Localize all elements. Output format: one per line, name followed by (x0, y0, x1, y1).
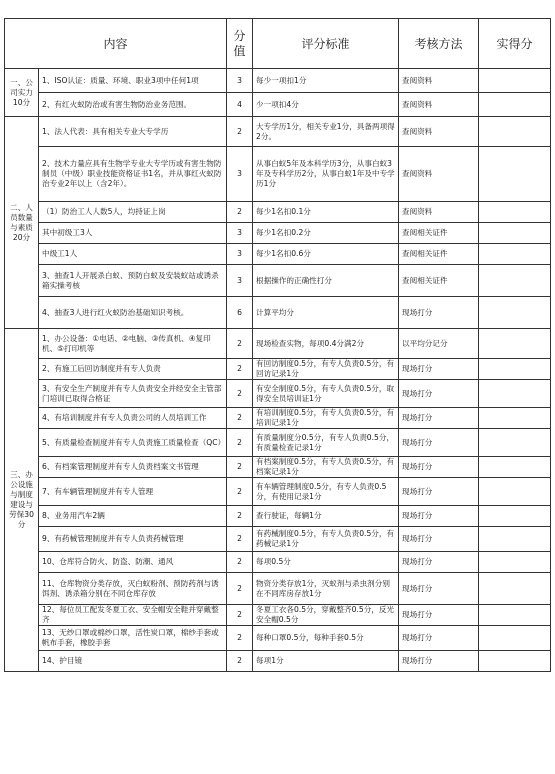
table-row (5, 573, 551, 605)
method-cell: 查阅相关证件 (399, 265, 479, 297)
content-cell: 中级工1人 (39, 244, 227, 265)
points-cell: 4 (227, 93, 253, 117)
actual-score-cell[interactable] (479, 359, 551, 380)
content-cell: 其中初级工3人 (39, 223, 227, 244)
table-row (5, 117, 551, 147)
actual-score-cell[interactable] (479, 552, 551, 573)
header-content: 内容 (5, 19, 227, 69)
table-row (5, 626, 551, 651)
header-criteria: 评分标准 (253, 19, 399, 69)
table-row (5, 651, 551, 672)
header-row (5, 19, 551, 69)
points-cell: 2 (227, 408, 253, 429)
criteria-cell: 有培训制度0.5分，有专人负责0.5分，有培训记录1分 (253, 408, 399, 429)
table-row (5, 605, 551, 626)
method-cell: 现场打分 (399, 457, 479, 478)
table-row (5, 380, 551, 408)
criteria-cell: 现场检查实物，每项0.4分满2分 (253, 329, 399, 359)
actual-score-cell[interactable] (479, 429, 551, 457)
category-cell: 三、办公设施与制度建设与劳保30分 (5, 329, 39, 672)
points-cell: 3 (227, 147, 253, 202)
scoring-table (4, 18, 551, 672)
actual-score-cell[interactable] (479, 297, 551, 329)
method-cell: 现场打分 (399, 651, 479, 672)
method-cell: 现场打分 (399, 506, 479, 527)
header-actual: 实得分 (479, 19, 551, 69)
table-row (5, 265, 551, 297)
method-cell: 现场打分 (399, 429, 479, 457)
method-cell: 查阅相关证件 (399, 244, 479, 265)
table-row (5, 329, 551, 359)
actual-score-cell[interactable] (479, 527, 551, 552)
points-cell: 2 (227, 605, 253, 626)
criteria-cell: 每项1分 (253, 651, 399, 672)
points-cell: 2 (227, 329, 253, 359)
criteria-cell: 大专学历1分，相关专业1分，具备两项得2分。 (253, 117, 399, 147)
content-cell: 8、业务用汽车2辆 (39, 506, 227, 527)
actual-score-cell[interactable] (479, 69, 551, 93)
points-cell: 2 (227, 359, 253, 380)
method-cell: 现场打分 (399, 552, 479, 573)
points-cell: 2 (227, 117, 253, 147)
criteria-cell: 从事白蚁5年及本科学历3分，从事白蚁3年及专科学历2分，从事白蚁1年及中专学历1分 (253, 147, 399, 202)
content-cell: 5、有质量检查制度并有专人负责施工质量检查（QC） (39, 429, 227, 457)
actual-score-cell[interactable] (479, 408, 551, 429)
content-cell: 13、无纱口罩或棉纱口罩，活性炭口罩，棉纱手套或帆布手套，橡胶手套 (39, 626, 227, 651)
table-row (5, 457, 551, 478)
actual-score-cell[interactable] (479, 223, 551, 244)
criteria-cell: 每少1名扣0.1分 (253, 202, 399, 223)
points-cell: 2 (227, 527, 253, 552)
actual-score-cell[interactable] (479, 202, 551, 223)
method-cell: 查阅资料 (399, 147, 479, 202)
actual-score-cell[interactable] (479, 651, 551, 672)
method-cell: 查阅资料 (399, 93, 479, 117)
actual-score-cell[interactable] (479, 380, 551, 408)
actual-score-cell[interactable] (479, 506, 551, 527)
criteria-cell: 有质量制度分0.5分，有专人负责0.5分，有质量检查记录1分 (253, 429, 399, 457)
table-row (5, 527, 551, 552)
points-cell: 2 (227, 380, 253, 408)
table-row (5, 69, 551, 93)
content-cell: 14、护目镜 (39, 651, 227, 672)
content-cell: 7、有车辆管理制度并有专人管理 (39, 478, 227, 506)
actual-score-cell[interactable] (479, 573, 551, 605)
table-row (5, 244, 551, 265)
points-cell: 2 (227, 626, 253, 651)
method-cell: 查阅资料 (399, 69, 479, 93)
actual-score-cell[interactable] (479, 605, 551, 626)
method-cell: 现场打分 (399, 605, 479, 626)
content-cell: 6、有档案管理制度并有专人负责档案文书管理 (39, 457, 227, 478)
method-cell: 以平均分记分 (399, 329, 479, 359)
actual-score-cell[interactable] (479, 244, 551, 265)
method-cell: 现场打分 (399, 573, 479, 605)
content-cell: 4、抽查3人进行红火蚁防治基础知识考核。 (39, 297, 227, 329)
points-cell: 2 (227, 651, 253, 672)
points-cell: 2 (227, 457, 253, 478)
points-cell: 3 (227, 244, 253, 265)
criteria-cell: 每少一项扣1分 (253, 69, 399, 93)
content-cell: 1、ISO认证：质量、环境、职业3项中任何1项 (39, 69, 227, 93)
content-cell: 1、法人代表：具有相关专业大专学历 (39, 117, 227, 147)
criteria-cell: 物资分类存放1分，灭蚁剂与杀虫剂分别在不同库房存放1分 (253, 573, 399, 605)
header-method: 考核方法 (399, 19, 479, 69)
table-row (5, 297, 551, 329)
criteria-cell: 有安全制度0.5分，有专人负责0.5分，取得安全员培训证1分 (253, 380, 399, 408)
table-row (5, 202, 551, 223)
content-cell: 2、技术力量应具有生物学专业大专学历或有害生物防制员（中级）职业技能资格证书1名，并从事红火蚁防治专业2年以上（含2年）。 (39, 147, 227, 202)
criteria-cell: 每项0.5分 (253, 552, 399, 573)
content-cell: 4、有培训制度并有专人负责公司的人员培训工作 (39, 408, 227, 429)
table-row (5, 552, 551, 573)
actual-score-cell[interactable] (479, 147, 551, 202)
points-cell: 3 (227, 265, 253, 297)
table-row (5, 506, 551, 527)
content-cell: 3、有安全生产制度并有专人负责安全并经安全主管部门培训已取得合格证 (39, 380, 227, 408)
criteria-cell: 有回访制度0.5分，有专人负责0.5分，有回访记录1分 (253, 359, 399, 380)
points-cell: 6 (227, 297, 253, 329)
method-cell: 查阅资料 (399, 202, 479, 223)
table-row (5, 408, 551, 429)
points-cell: 2 (227, 573, 253, 605)
table-row (5, 147, 551, 202)
method-cell: 查阅相关证件 (399, 223, 479, 244)
points-cell: 2 (227, 429, 253, 457)
method-cell: 现场打分 (399, 297, 479, 329)
content-cell: 11、仓库物资分类存放，灭白蚁粉剂、预防药剂与诱饵剂、诱杀箱分别在不同仓库存放 (39, 573, 227, 605)
points-cell: 3 (227, 69, 253, 93)
actual-score-cell[interactable] (479, 93, 551, 117)
criteria-cell: 有档案制度0.5分，有专人负责0.5分，有档案记录1分 (253, 457, 399, 478)
table-body (5, 69, 551, 672)
actual-score-cell[interactable] (479, 265, 551, 297)
criteria-cell: 根据操作的正确性打分 (253, 265, 399, 297)
method-cell: 查阅资料 (399, 117, 479, 147)
content-cell: 2、有红火蚁防治或有害生物防治业务范围。 (39, 93, 227, 117)
actual-score-cell[interactable] (479, 329, 551, 359)
points-cell: 2 (227, 478, 253, 506)
criteria-cell: 少一项扣4分 (253, 93, 399, 117)
table-row (5, 93, 551, 117)
header-points: 分值 (227, 19, 253, 69)
method-cell: 现场打分 (399, 626, 479, 651)
content-cell: （1）防治工人人数5人，均持证上岗 (39, 202, 227, 223)
method-cell: 现场打分 (399, 408, 479, 429)
criteria-cell: 查行驶证，每辆1分 (253, 506, 399, 527)
method-cell: 现场打分 (399, 527, 479, 552)
content-cell: 9、有药械管理制度并有专人负责药械管理 (39, 527, 227, 552)
actual-score-cell[interactable] (479, 457, 551, 478)
criteria-cell: 每种口罩0.5分，每种手套0.5分 (253, 626, 399, 651)
points-cell: 3 (227, 223, 253, 244)
points-cell: 2 (227, 552, 253, 573)
criteria-cell: 有车辆管理制度0.5分，有专人负责0.5分，有使用记录1分 (253, 478, 399, 506)
category-cell: 二、人员数量与素质20分 (5, 117, 39, 329)
table-row (5, 429, 551, 457)
content-cell: 3、抽查1人开展杀白蚁、预防白蚁及安装蚁站或诱杀箱实操考核 (39, 265, 227, 297)
method-cell: 现场打分 (399, 380, 479, 408)
method-cell: 现场打分 (399, 478, 479, 506)
content-cell: 10、仓库符合防火、防盗、防潮、通风 (39, 552, 227, 573)
table-row (5, 359, 551, 380)
actual-score-cell[interactable] (479, 478, 551, 506)
table-row (5, 223, 551, 244)
method-cell: 现场打分 (399, 359, 479, 380)
content-cell: 2、有施工后回访制度并有专人负责 (39, 359, 227, 380)
actual-score-cell[interactable] (479, 117, 551, 147)
points-cell: 2 (227, 202, 253, 223)
criteria-cell: 每少1名扣0.2分 (253, 223, 399, 244)
category-cell: 一、公司实力10分 (5, 69, 39, 117)
actual-score-cell[interactable] (479, 626, 551, 651)
points-cell: 2 (227, 506, 253, 527)
criteria-cell: 有药械制度0.5分，有专人负责0.5分，有药械记录1分 (253, 527, 399, 552)
criteria-cell: 每少1名扣0.6分 (253, 244, 399, 265)
criteria-cell: 计算平均分 (253, 297, 399, 329)
table-row (5, 478, 551, 506)
criteria-cell: 冬夏工衣各0.5分，穿戴整齐0.5分，反光安全帽0.5分 (253, 605, 399, 626)
content-cell: 1、办公设备：①电话、②电脑、③传真机、④复印机、⑤打印机等 (39, 329, 227, 359)
content-cell: 12、每位员工配发冬夏工衣、安全帽安全鞋并穿戴整齐 (39, 605, 227, 626)
